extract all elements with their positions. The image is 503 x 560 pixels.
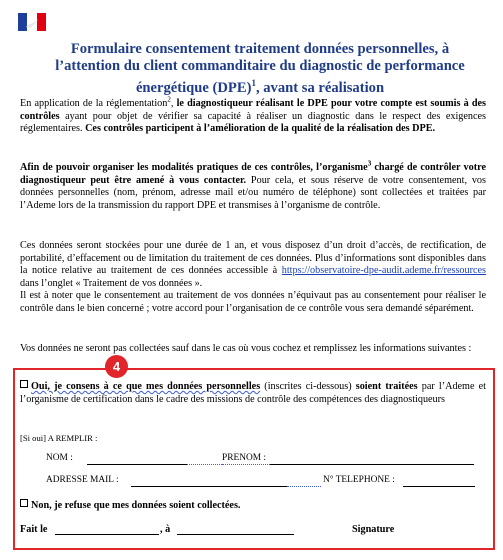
title-line-2: l’attention du client commanditaire du diagnostic de performance xyxy=(55,58,465,74)
paragraph-storage xyxy=(20,240,486,316)
place-field[interactable] xyxy=(177,534,294,535)
republique-francaise-logo-icon xyxy=(18,13,46,31)
p3-text-a: Ces données seront stockées pour une durée de 1 an, et vous disposez d’un droit d’accès, de rectification, de portabilité, d’effacement ou de limitation du traitement de ces données. Plus d’informations sont disponibles dans la notice relative au traitement de ces données accessible à xyxy=(20,240,486,277)
consent-yes-text-b: par l’Ademe et l’organisme de certification dans le cadre des missions de contrôle des compétences des diagnostiqueurs xyxy=(20,381,486,405)
p2-text: Pour cela, et sous réserve de votre consentement, vos données personnelles (nom, prénom, adresse mail et/ou numéro de téléphone) sont collectées et traitées par l’Ademe lors de la transmission du rapport DPE et transmises à l’organisme de contrôle. xyxy=(20,174,486,211)
consent-yes-text-a: (inscrites ci-dessous) xyxy=(260,381,356,392)
p1-text-a: En application de la réglementation xyxy=(20,98,168,109)
step-badge: 4 xyxy=(105,355,128,378)
title-line-1: Formulaire consentement traitement données personnelles, à xyxy=(70,41,450,57)
consent-yes-checkbox[interactable] xyxy=(20,380,28,388)
consent-no-label: Non, je refuse que mes données soient collectées. xyxy=(31,500,241,511)
p3-text-b: dans l’onglet « Traitement de vos données ». xyxy=(20,277,203,289)
a-label: , à xyxy=(160,524,171,535)
p3-note: Il est à noter que le consentement au traitement de vos données n’équivaut pas au consentement pour réaliser le contrôle dans le bien concerné ; votre accord pour l’organisation de ce contrôle vous sera demandé séparément. xyxy=(20,290,486,314)
email-field[interactable] xyxy=(131,486,287,487)
paragraph-collection-notice: Vos données ne seront pas collectées sauf dans le cas où vous cochez et remplissez les informations suivantes : xyxy=(20,343,472,354)
p1-bold-a: le diagnostiqueur réalisant le DPE pour votre compte est soumis à des contrôles xyxy=(20,98,487,122)
ressources-link[interactable]: https://observatoire-dpe-audit.ademe.fr/ressources xyxy=(281,265,486,277)
si-oui-label: [Si oui] A REMPLIR : xyxy=(20,433,98,443)
consent-yes-bold-a: Oui, je consens à ce que mes données personnelles xyxy=(31,381,261,392)
title-line-3 xyxy=(40,75,480,97)
footnote-2: 2 xyxy=(167,95,171,104)
phone-label: N° TELEPHONE : xyxy=(323,475,395,485)
prenom-field[interactable] xyxy=(270,464,474,465)
consent-no-checkbox[interactable] xyxy=(20,499,28,507)
form-title xyxy=(40,41,480,97)
nom-field[interactable] xyxy=(87,464,187,465)
prenom-label-spell xyxy=(222,464,270,465)
email-label: ADRESSE MAIL : xyxy=(46,475,119,485)
p3-main xyxy=(20,240,486,290)
title-line-3-prefix: énergétique (DPE) xyxy=(135,79,252,96)
consent-yes-option xyxy=(20,380,486,406)
consent-yes-bold-b: soient traitées xyxy=(355,381,418,392)
footnote-3: 3 xyxy=(367,159,372,168)
footnote-1: 1 xyxy=(251,78,256,88)
consent-no-option xyxy=(20,499,240,511)
date-field[interactable] xyxy=(55,534,159,535)
p2-bold-b: chargé de contrôler votre diagnostiqueur peut être amené à vous contacter. xyxy=(20,162,487,186)
prenom-label: PRENOM : xyxy=(222,453,267,463)
p1-text-c: ayant pour objet de vérifier sa capacité à réaliser un diagnostic dans le respect des exigences réglementaires. xyxy=(20,110,486,135)
signature-label: Signature xyxy=(352,524,395,535)
nom-label: NOM : xyxy=(46,453,73,463)
phone-field[interactable] xyxy=(403,486,475,487)
p1-text-b: , xyxy=(170,98,177,109)
p1-bold-b: Ces contrôles participent à l’amélioration de la qualité de la réalisation des DPE. xyxy=(85,123,436,135)
paragraph-organisation xyxy=(20,159,487,212)
title-line-3-suffix: , avant sa réalisation xyxy=(255,79,385,96)
nom-field-spell xyxy=(187,464,222,465)
paragraph-regulation xyxy=(20,95,487,136)
p2-bold-a: Afin de pouvoir organiser les modalités pratiques de ces contrôles, l’organisme xyxy=(20,162,368,173)
fait-le-label: Fait le xyxy=(20,524,48,535)
email-field-spell xyxy=(287,486,321,487)
